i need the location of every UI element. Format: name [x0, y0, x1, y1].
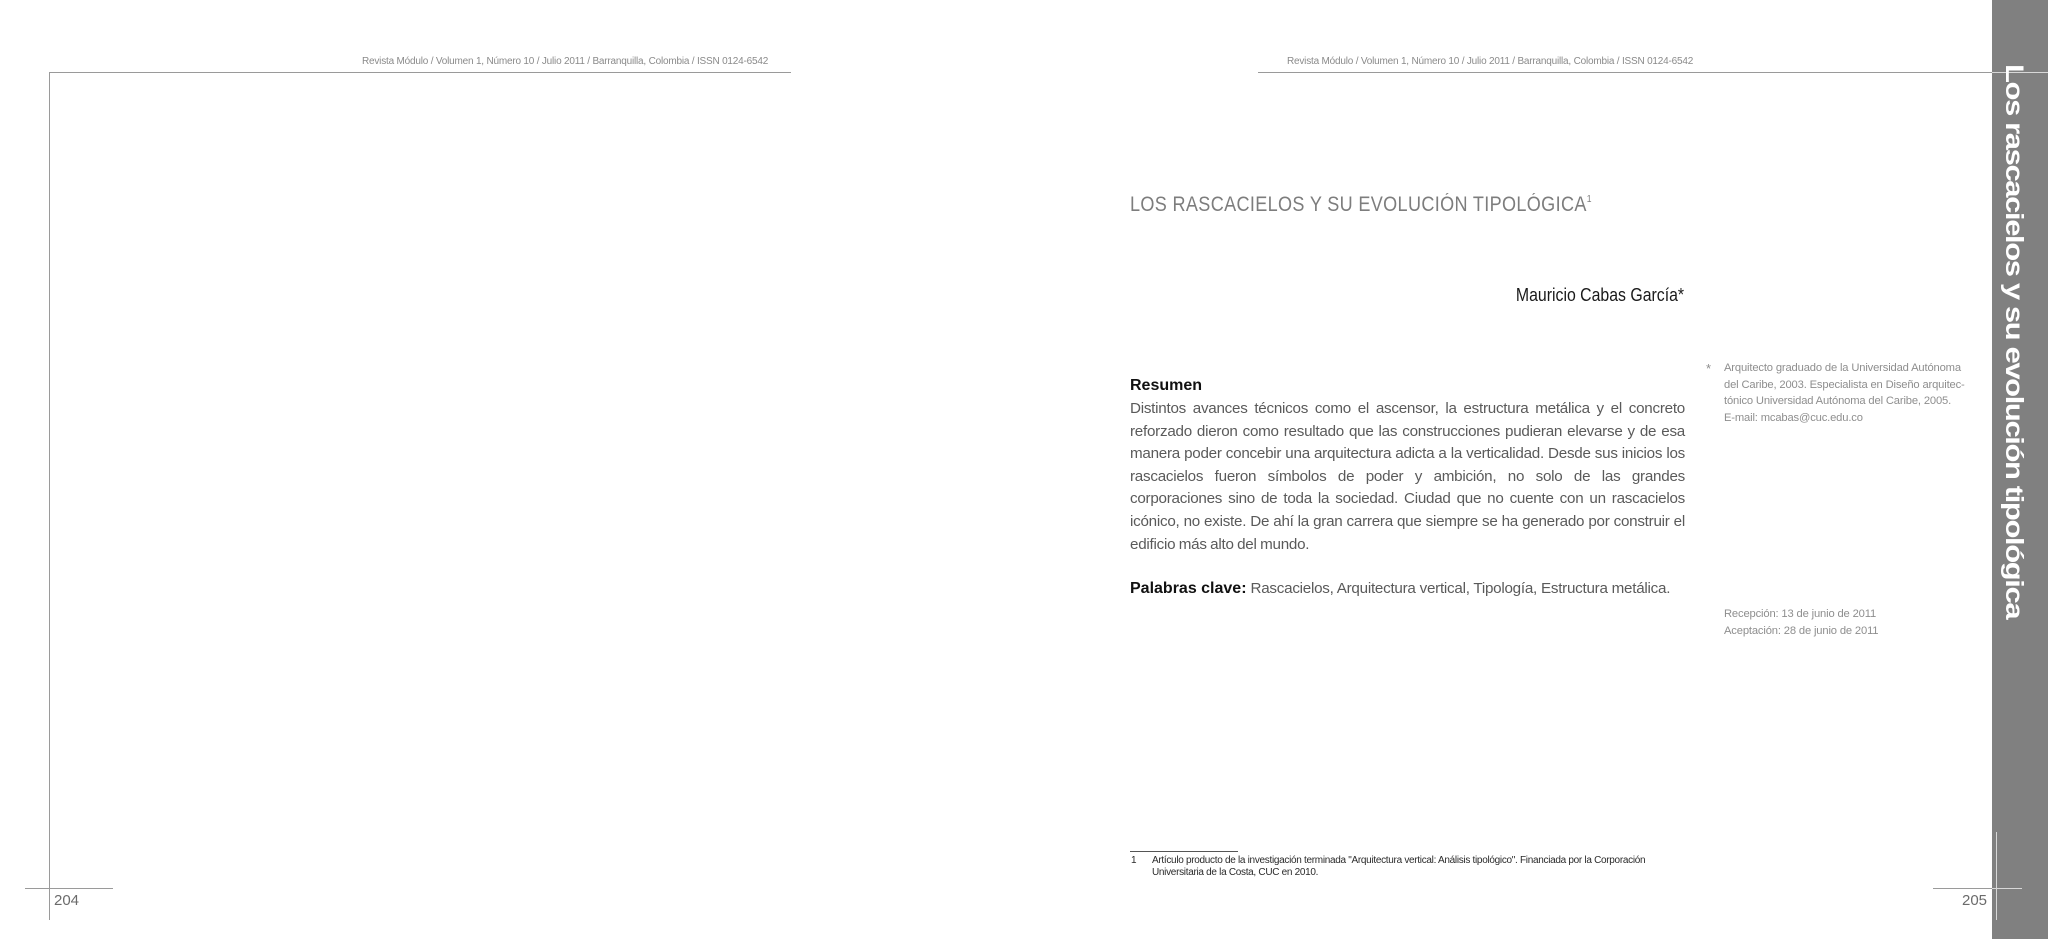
left-running-header: Revista Módulo / Volumen 1, Número 10 / Julio 2011 / Barranquilla, Colombia / ISSN 0124-6542: [362, 56, 769, 67]
keywords-label: Palabras clave:: [1130, 580, 1247, 597]
abstract-text: Distintos avances técnicos como el ascensor, la estructura metálica y el concreto reforzado dieron como resultado que las construcciones pudieran elevarse y de esa manera poder concebir una arquitectura adicta a la verticalidad. Desde sus inicios los rascacielos fueron símbolos de poder y ambición, no solo de las grandes corporaciones sino de toda la sociedad. Ciudad que no cuente con un rascacielos icónico, no existe. De ahí la gran carrera que siempre se ha generado por construir el edificio más alto del mundo.: [1130, 400, 1685, 553]
author-note-line: tónico Universidad Autónoma del Caribe, 2005.: [1724, 395, 1952, 407]
abstract-heading: Resumen: [1130, 377, 1203, 394]
keywords-text: Rascacielos, Arquitectura vertical, Tipología, Estructura metálica.: [1250, 580, 1671, 597]
left-bottom-rule: [25, 888, 113, 889]
right-running-header: Revista Módulo / Volumen 1, Número 10 / Julio 2011 / Barranquilla, Colombia / ISSN 0124-6542: [1287, 56, 1694, 67]
article-title-text: LOS RASCACIELOS Y SU EVOLUCIÓN TIPOLÓGICA: [1130, 193, 1587, 216]
left-margin-rule: [49, 72, 50, 920]
left-page-number: 204: [54, 892, 80, 909]
author-note: [1724, 360, 1994, 426]
footnote-number: 1: [1131, 855, 1137, 866]
author-note-email: E-mail: mcabas@cuc.edu.co: [1724, 411, 1863, 424]
reception-date: Recepción: 13 de junio de 2011: [1724, 608, 1877, 620]
author-name: Mauricio Cabas García*: [1515, 285, 1684, 305]
sidebar-bottom-crop-vrule: [1996, 832, 1997, 920]
author-note-line: del Caribe, 2003. Especialista en Diseño arquitec-: [1724, 378, 1965, 391]
footnote-text: Artículo producto de la investigación terminada "Arquitectura vertical: Análisis tipológico". Financiada por la Corporación Universitaria de la Costa, CUC en 2010.: [1152, 855, 1646, 878]
article-title: [1130, 193, 1592, 217]
acceptance-date: Aceptación: 28 de junio de 2011: [1724, 625, 1879, 637]
author-note-mark: *: [1706, 361, 1712, 376]
footnote-rule: [1130, 851, 1238, 852]
keywords: [1130, 580, 1670, 598]
sidebar-title: Los rascacielos y su evolución tipológica: [2000, 64, 2029, 619]
right-header-rule: [1258, 72, 1992, 73]
left-header-rule: [49, 72, 791, 73]
author-note-line: Arquitecto graduado de la Universidad Autónoma: [1724, 362, 1961, 374]
title-footnote-mark: 1: [1586, 194, 1592, 205]
right-page-number: 205: [1962, 892, 1988, 909]
